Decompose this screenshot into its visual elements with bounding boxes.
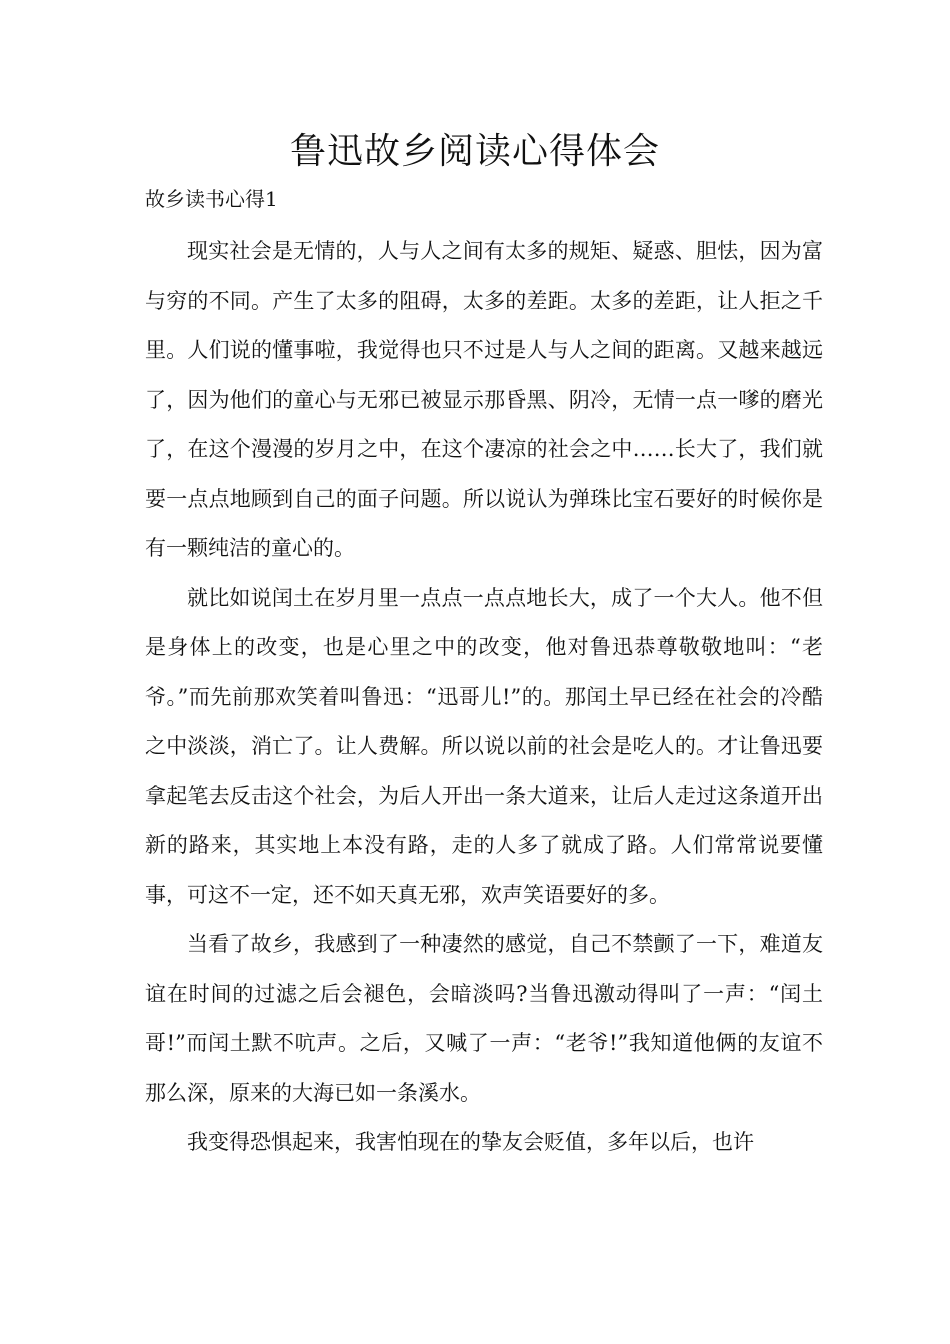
paragraph: 当看了故乡，我感到了一种凄然的感觉，自己不禁颤了一下，难道友谊在时间的过滤之后会褪色，会暗淡吗?当鲁迅激动得叫了一声：“闰土哥!”而闰土默不吭声。之后，又喊了一声：“老爷!”我知道他俩的友谊不那么深，原来的大海已如一条溪水。 (145, 932, 823, 1105)
document-title: 鲁迅故乡阅读心得体会 (289, 131, 660, 172)
paragraph: 我变得恐惧起来，我害怕现在的挚友会贬值，多年以后，也许 (187, 1130, 754, 1154)
body-text (145, 227, 823, 1168)
paragraph: 现实社会是无情的，人与人之间有太多的规矩、疑惑、胆怯，因为富与穷的不同。产生了太多的阻碍，太多的差距。太多的差距，让人拒之千里。人们说的懂事啦，我觉得也只不过是人与人之间的距离。又越来越远了，因为他们的童心与无邪已被显示那昏黑、阴冷，无情一点一嗲的磨光了，在这个漫漫的岁月之中，在这个凄凉的社会之中……长大了，我们就要一点点地顾到自己的面子问题。所以说认为弹珠比宝石要好的时候你是有一颗纯洁的童心的。 (145, 239, 823, 560)
section-heading: 故乡读书心得1 (145, 187, 278, 211)
paragraph: 就比如说闰土在岁月里一点点一点点地长大，成了一个大人。他不但是身体上的改变，也是心里之中的改变，他对鲁迅恭尊敬敬地叫：“老爷。”而先前那欢笑着叫鲁迅：“迅哥儿!”的。那闰土早已经在社会的冷酷之中淡淡，消亡了。让人费解。所以说以前的社会是吃人的。才让鲁迅要拿起笔去反击这个社会，为后人开出一条大道来，让后人走过这条道开出新的路来，其实地上本没有路，走的人多了就成了路。人们常常说要懂事，可这不一定，还不如天真无邪，欢声笑语要好的多。 (145, 585, 823, 907)
